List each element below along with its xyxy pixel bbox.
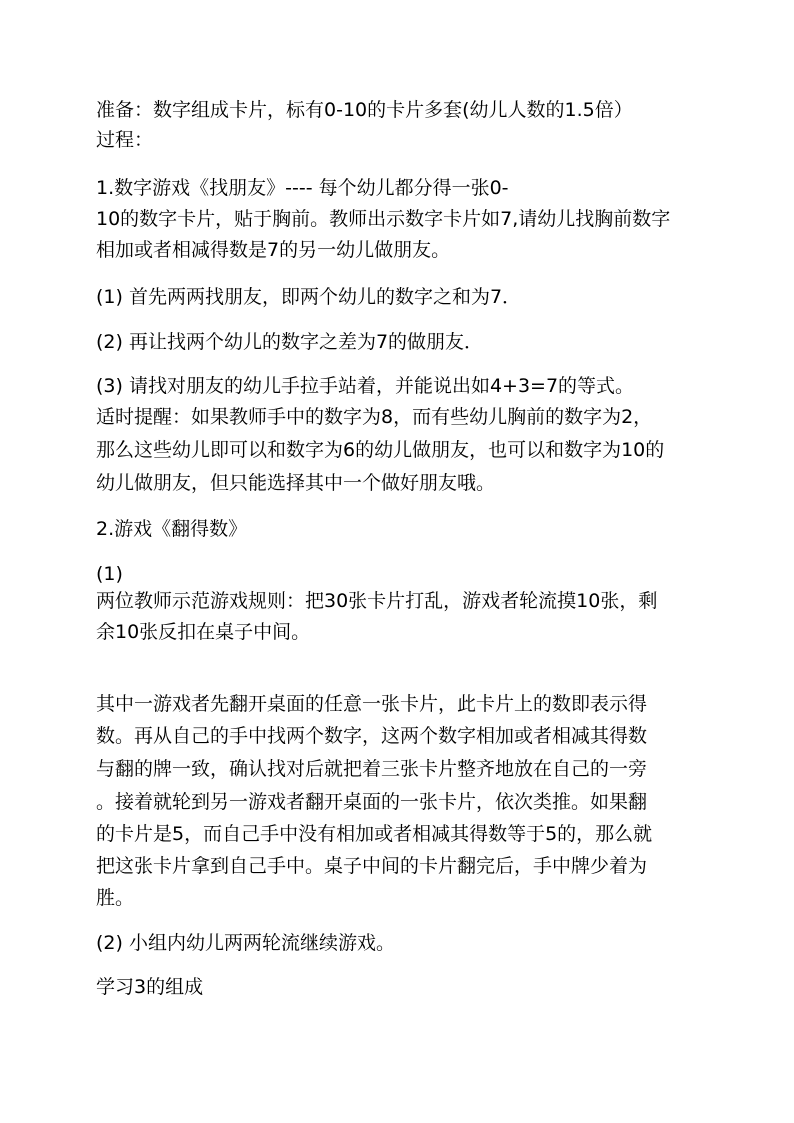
text-line: 与翻的牌一致，确认找对后就把着三张卡片整齐地放在自己的一旁 bbox=[96, 758, 648, 780]
text-line-step2: (2) 再让找两个幼儿的数字之差为7的做朋友． bbox=[96, 331, 484, 353]
text-line: 幼儿做朋友，但只能选择其中一个做好朋友哦。 bbox=[96, 472, 496, 494]
text-line: 相加或者相减得数是7的另一幼儿做朋友。 bbox=[96, 239, 451, 261]
text-line: 余10张反扣在桌子中间。 bbox=[96, 621, 311, 643]
text-line: 胜。 bbox=[96, 887, 135, 909]
text-line: 数。再从自己的手中找两个数字，这两个数字相加或者相减其得数 bbox=[96, 725, 648, 747]
text-line-section-heading: 学习3的组成 bbox=[96, 976, 204, 998]
text-line-game2-title: 2.游戏《翻得数》 bbox=[96, 518, 248, 540]
text-line: 10的数字卡片，贴于胸前。教师出示数字卡片如7,请幼儿找胸前数字 bbox=[96, 208, 671, 230]
text-line: 其中一游戏者先翻开桌面的任意一张卡片，此卡片上的数即表示得 bbox=[96, 693, 648, 715]
text-line: 。接着就轮到另一游戏者翻开桌面的一张卡片，依次类推。如果翻 bbox=[96, 791, 648, 813]
text-line: 的卡片是5，而自己手中没有相加或者相减其得数等于5的，那么就 bbox=[96, 823, 653, 845]
text-line-game2-step1: (1) bbox=[96, 563, 123, 585]
text-line-game1-title: 1.数字游戏《找朋友》---- 每个幼儿都分得一张0- bbox=[96, 177, 509, 199]
text-line-process-heading: 过程： bbox=[96, 129, 154, 151]
text-line-game2-step2: (2) 小组内幼儿两两轮流继续游戏。 bbox=[96, 932, 395, 954]
text-line: 把这张卡片拿到自己手中。桌子中间的卡片翻完后，手中牌少着为 bbox=[96, 855, 648, 877]
text-line: 两位教师示范游戏规则：把30张卡片打乱，游戏者轮流摸10张，剩 bbox=[96, 590, 658, 612]
text-line-step1: (1) 首先两两找朋友，即两个幼儿的数字之和为7． bbox=[96, 286, 522, 308]
text-line: 那么这些幼儿即可以和数字为6的幼儿做朋友，也可以和数字为10的 bbox=[96, 439, 665, 461]
text-line-preparation: 准备：数字组成卡片，标有0-10的卡片多套(幼儿人数的1.5倍） bbox=[96, 99, 633, 121]
text-line-step3: (3) 请找对朋友的幼儿手拉手站着，并能说出如4+3=7的等式。 bbox=[96, 375, 635, 397]
text-line-tip: 适时提醒：如果教师手中的数字为8，而有些幼儿胸前的数字为2， bbox=[96, 406, 653, 428]
